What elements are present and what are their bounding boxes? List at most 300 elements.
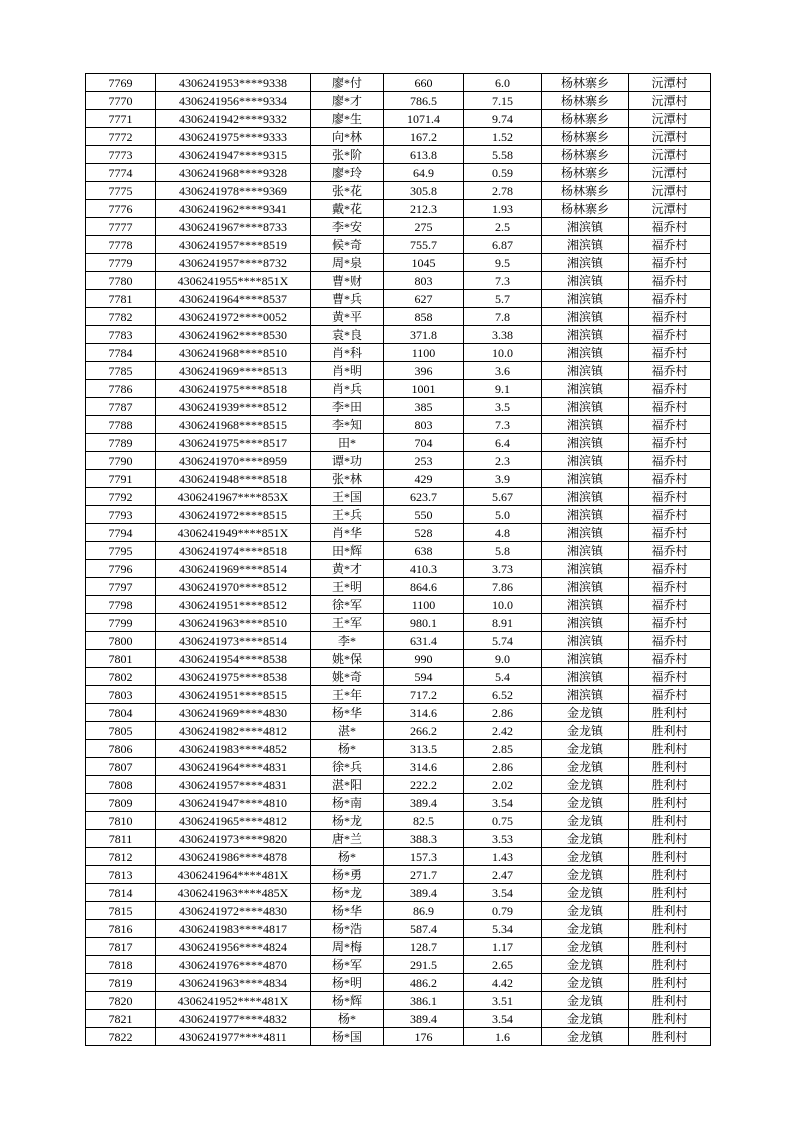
quantity-cell: 7.15 [464,92,542,110]
table-row [86,596,711,614]
amount-cell: 157.3 [384,848,464,866]
row-number-cell: 7803 [86,686,156,704]
amount-cell: 717.2 [384,686,464,704]
table-row [86,578,711,596]
row-number-cell: 7791 [86,470,156,488]
masked-name-cell: 廖*才 [311,92,384,110]
village-cell: 福乔村 [629,650,711,668]
row-number-cell: 7802 [86,668,156,686]
table-row [86,488,711,506]
quantity-cell: 5.8 [464,542,542,560]
masked-name-cell: 谭*功 [311,452,384,470]
village-cell: 沅潭村 [629,74,711,92]
masked-name-cell: 周*梅 [311,938,384,956]
quantity-cell: 7.3 [464,416,542,434]
amount-cell: 660 [384,74,464,92]
village-cell: 沅潭村 [629,146,711,164]
masked-id-cell: 4306241963****485X [156,884,311,902]
masked-name-cell: 杨*明 [311,974,384,992]
amount-cell: 313.5 [384,740,464,758]
quantity-cell: 0.59 [464,164,542,182]
masked-name-cell: 周*泉 [311,254,384,272]
row-number-cell: 7797 [86,578,156,596]
masked-name-cell: 张*林 [311,470,384,488]
amount-cell: 291.5 [384,956,464,974]
quantity-cell: 6.87 [464,236,542,254]
village-cell: 福乔村 [629,434,711,452]
row-number-cell: 7792 [86,488,156,506]
township-cell: 湘滨镇 [542,272,629,290]
township-cell: 湘滨镇 [542,218,629,236]
masked-name-cell: 杨*国 [311,1028,384,1046]
table-row [86,452,711,470]
amount-cell: 990 [384,650,464,668]
masked-id-cell: 4306241962****9341 [156,200,311,218]
row-number-cell: 7820 [86,992,156,1010]
village-cell: 胜利村 [629,830,711,848]
quantity-cell: 0.79 [464,902,542,920]
village-cell: 福乔村 [629,236,711,254]
table-body [86,74,711,1046]
masked-id-cell: 4306241955****851X [156,272,311,290]
amount-cell: 167.2 [384,128,464,146]
masked-id-cell: 4306241975****8538 [156,668,311,686]
village-cell: 福乔村 [629,308,711,326]
masked-name-cell: 张*花 [311,182,384,200]
township-cell: 湘滨镇 [542,470,629,488]
amount-cell: 266.2 [384,722,464,740]
quantity-cell: 5.67 [464,488,542,506]
village-cell: 福乔村 [629,560,711,578]
masked-id-cell: 4306241964****8537 [156,290,311,308]
table-row [86,704,711,722]
masked-name-cell: 田* [311,434,384,452]
quantity-cell: 2.3 [464,452,542,470]
township-cell: 金龙镇 [542,722,629,740]
masked-name-cell: 王*明 [311,578,384,596]
row-number-cell: 7786 [86,380,156,398]
table-row [86,794,711,812]
village-cell: 福乔村 [629,452,711,470]
masked-id-cell: 4306241975****9333 [156,128,311,146]
township-cell: 湘滨镇 [542,362,629,380]
amount-cell: 396 [384,362,464,380]
quantity-cell: 2.47 [464,866,542,884]
amount-cell: 86.9 [384,902,464,920]
quantity-cell: 1.17 [464,938,542,956]
table-row [86,812,711,830]
masked-id-cell: 4306241964****4831 [156,758,311,776]
village-cell: 胜利村 [629,974,711,992]
quantity-cell: 6.52 [464,686,542,704]
masked-id-cell: 4306241949****851X [156,524,311,542]
township-cell: 杨林寨乡 [542,92,629,110]
masked-name-cell: 徐*兵 [311,758,384,776]
amount-cell: 864.6 [384,578,464,596]
row-number-cell: 7819 [86,974,156,992]
quantity-cell: 6.4 [464,434,542,452]
table-row [86,632,711,650]
township-cell: 金龙镇 [542,758,629,776]
township-cell: 金龙镇 [542,812,629,830]
masked-id-cell: 4306241965****4812 [156,812,311,830]
row-number-cell: 7810 [86,812,156,830]
masked-id-cell: 4306241953****9338 [156,74,311,92]
township-cell: 湘滨镇 [542,254,629,272]
township-cell: 湘滨镇 [542,452,629,470]
row-number-cell: 7808 [86,776,156,794]
table-row [86,308,711,326]
masked-name-cell: 杨*军 [311,956,384,974]
masked-name-cell: 杨* [311,848,384,866]
row-number-cell: 7774 [86,164,156,182]
village-cell: 胜利村 [629,1028,711,1046]
row-number-cell: 7811 [86,830,156,848]
masked-name-cell: 杨*华 [311,902,384,920]
quantity-cell: 2.42 [464,722,542,740]
quantity-cell: 9.0 [464,650,542,668]
quantity-cell: 3.5 [464,398,542,416]
quantity-cell: 7.8 [464,308,542,326]
quantity-cell: 3.51 [464,992,542,1010]
masked-id-cell: 4306241948****8518 [156,470,311,488]
masked-id-cell: 4306241951****8515 [156,686,311,704]
table-row [86,758,711,776]
township-cell: 金龙镇 [542,884,629,902]
masked-id-cell: 4306241967****8733 [156,218,311,236]
row-number-cell: 7806 [86,740,156,758]
quantity-cell: 1.52 [464,128,542,146]
row-number-cell: 7799 [86,614,156,632]
village-cell: 胜利村 [629,722,711,740]
township-cell: 杨林寨乡 [542,74,629,92]
masked-name-cell: 肖*明 [311,362,384,380]
township-cell: 湘滨镇 [542,434,629,452]
masked-id-cell: 4306241969****8514 [156,560,311,578]
table-row [86,938,711,956]
village-cell: 福乔村 [629,578,711,596]
amount-cell: 212.3 [384,200,464,218]
township-cell: 湘滨镇 [542,398,629,416]
amount-cell: 594 [384,668,464,686]
masked-name-cell: 李*田 [311,398,384,416]
amount-cell: 704 [384,434,464,452]
quantity-cell: 5.58 [464,146,542,164]
table-row [86,272,711,290]
masked-id-cell: 4306241956****4824 [156,938,311,956]
amount-cell: 82.5 [384,812,464,830]
table-row [86,362,711,380]
quantity-cell: 3.54 [464,884,542,902]
masked-name-cell: 姚*奇 [311,668,384,686]
quantity-cell: 3.54 [464,794,542,812]
masked-id-cell: 4306241970****8959 [156,452,311,470]
township-cell: 湘滨镇 [542,290,629,308]
table-row [86,218,711,236]
table-row [86,236,711,254]
quantity-cell: 10.0 [464,344,542,362]
masked-name-cell: 张*阶 [311,146,384,164]
masked-id-cell: 4306241947****9315 [156,146,311,164]
row-number-cell: 7812 [86,848,156,866]
masked-id-cell: 4306241983****4852 [156,740,311,758]
village-cell: 福乔村 [629,668,711,686]
amount-cell: 253 [384,452,464,470]
township-cell: 杨林寨乡 [542,110,629,128]
masked-name-cell: 王*兵 [311,506,384,524]
quantity-cell: 7.86 [464,578,542,596]
table-row [86,506,711,524]
village-cell: 福乔村 [629,488,711,506]
township-cell: 湘滨镇 [542,236,629,254]
amount-cell: 305.8 [384,182,464,200]
quantity-cell: 9.5 [464,254,542,272]
row-number-cell: 7784 [86,344,156,362]
village-cell: 胜利村 [629,794,711,812]
township-cell: 湘滨镇 [542,308,629,326]
table-row [86,434,711,452]
row-number-cell: 7789 [86,434,156,452]
amount-cell: 386.1 [384,992,464,1010]
village-cell: 福乔村 [629,362,711,380]
masked-name-cell: 李*安 [311,218,384,236]
masked-id-cell: 4306241969****4830 [156,704,311,722]
amount-cell: 371.8 [384,326,464,344]
table-row [86,344,711,362]
amount-cell: 1071.4 [384,110,464,128]
masked-id-cell: 4306241947****4810 [156,794,311,812]
township-cell: 杨林寨乡 [542,182,629,200]
village-cell: 福乔村 [629,686,711,704]
quantity-cell: 2.86 [464,758,542,776]
village-cell: 福乔村 [629,506,711,524]
amount-cell: 980.1 [384,614,464,632]
quantity-cell: 9.74 [464,110,542,128]
masked-id-cell: 4306241986****4878 [156,848,311,866]
row-number-cell: 7781 [86,290,156,308]
amount-cell: 755.7 [384,236,464,254]
row-number-cell: 7788 [86,416,156,434]
masked-name-cell: 王*军 [311,614,384,632]
row-number-cell: 7782 [86,308,156,326]
row-number-cell: 7817 [86,938,156,956]
township-cell: 湘滨镇 [542,668,629,686]
row-number-cell: 7779 [86,254,156,272]
township-cell: 湘滨镇 [542,542,629,560]
quantity-cell: 2.02 [464,776,542,794]
village-cell: 福乔村 [629,632,711,650]
masked-name-cell: 肖*兵 [311,380,384,398]
township-cell: 杨林寨乡 [542,146,629,164]
village-cell: 胜利村 [629,776,711,794]
village-cell: 福乔村 [629,254,711,272]
masked-id-cell: 4306241977****4811 [156,1028,311,1046]
township-cell: 湘滨镇 [542,596,629,614]
village-cell: 福乔村 [629,218,711,236]
amount-cell: 486.2 [384,974,464,992]
row-number-cell: 7807 [86,758,156,776]
row-number-cell: 7814 [86,884,156,902]
amount-cell: 389.4 [384,1010,464,1028]
subsidy-table [85,73,711,1046]
masked-name-cell: 杨*龙 [311,884,384,902]
masked-id-cell: 4306241972****8515 [156,506,311,524]
amount-cell: 623.7 [384,488,464,506]
amount-cell: 587.4 [384,920,464,938]
township-cell: 杨林寨乡 [542,128,629,146]
masked-name-cell: 杨*华 [311,704,384,722]
row-number-cell: 7778 [86,236,156,254]
amount-cell: 627 [384,290,464,308]
amount-cell: 631.4 [384,632,464,650]
masked-id-cell: 4306241967****853X [156,488,311,506]
row-number-cell: 7773 [86,146,156,164]
township-cell: 金龙镇 [542,740,629,758]
township-cell: 金龙镇 [542,866,629,884]
township-cell: 湘滨镇 [542,650,629,668]
quantity-cell: 4.8 [464,524,542,542]
quantity-cell: 5.0 [464,506,542,524]
masked-name-cell: 湛*阳 [311,776,384,794]
table-row [86,902,711,920]
row-number-cell: 7816 [86,920,156,938]
village-cell: 福乔村 [629,272,711,290]
row-number-cell: 7804 [86,704,156,722]
quantity-cell: 1.43 [464,848,542,866]
amount-cell: 638 [384,542,464,560]
village-cell: 沅潭村 [629,182,711,200]
township-cell: 金龙镇 [542,848,629,866]
amount-cell: 1045 [384,254,464,272]
quantity-cell: 1.6 [464,1028,542,1046]
table-row [86,830,711,848]
masked-id-cell: 4306241972****4830 [156,902,311,920]
masked-id-cell: 4306241982****4812 [156,722,311,740]
township-cell: 金龙镇 [542,956,629,974]
masked-name-cell: 李* [311,632,384,650]
amount-cell: 389.4 [384,884,464,902]
masked-name-cell: 湛* [311,722,384,740]
amount-cell: 613.8 [384,146,464,164]
quantity-cell: 2.78 [464,182,542,200]
township-cell: 金龙镇 [542,794,629,812]
village-cell: 福乔村 [629,524,711,542]
row-number-cell: 7772 [86,128,156,146]
quantity-cell: 3.9 [464,470,542,488]
row-number-cell: 7793 [86,506,156,524]
masked-id-cell: 4306241952****481X [156,992,311,1010]
row-number-cell: 7818 [86,956,156,974]
quantity-cell: 2.85 [464,740,542,758]
township-cell: 金龙镇 [542,920,629,938]
township-cell: 金龙镇 [542,938,629,956]
village-cell: 福乔村 [629,326,711,344]
amount-cell: 528 [384,524,464,542]
masked-id-cell: 4306241951****8512 [156,596,311,614]
masked-name-cell: 杨*浩 [311,920,384,938]
village-cell: 沅潭村 [629,164,711,182]
amount-cell: 858 [384,308,464,326]
table-row [86,884,711,902]
table-row [86,326,711,344]
quantity-cell: 3.38 [464,326,542,344]
masked-id-cell: 4306241963****8510 [156,614,311,632]
row-number-cell: 7776 [86,200,156,218]
masked-id-cell: 4306241956****9334 [156,92,311,110]
masked-name-cell: 向*林 [311,128,384,146]
row-number-cell: 7769 [86,74,156,92]
township-cell: 金龙镇 [542,1028,629,1046]
masked-name-cell: 唐*兰 [311,830,384,848]
masked-name-cell: 杨*辉 [311,992,384,1010]
table-row [86,398,711,416]
amount-cell: 388.3 [384,830,464,848]
masked-name-cell: 黄*平 [311,308,384,326]
quantity-cell: 10.0 [464,596,542,614]
table-row [86,164,711,182]
masked-name-cell: 田*辉 [311,542,384,560]
township-cell: 金龙镇 [542,1010,629,1028]
village-cell: 福乔村 [629,542,711,560]
amount-cell: 385 [384,398,464,416]
township-cell: 湘滨镇 [542,578,629,596]
amount-cell: 1001 [384,380,464,398]
township-cell: 金龙镇 [542,776,629,794]
table-row [86,992,711,1010]
masked-name-cell: 姚*保 [311,650,384,668]
masked-name-cell: 候*奇 [311,236,384,254]
masked-id-cell: 4306241975****8518 [156,380,311,398]
village-cell: 胜利村 [629,848,711,866]
row-number-cell: 7775 [86,182,156,200]
village-cell: 福乔村 [629,398,711,416]
table-row [86,614,711,632]
masked-id-cell: 4306241972****0052 [156,308,311,326]
township-cell: 湘滨镇 [542,686,629,704]
masked-id-cell: 4306241983****4817 [156,920,311,938]
row-number-cell: 7787 [86,398,156,416]
row-number-cell: 7798 [86,596,156,614]
quantity-cell: 3.54 [464,1010,542,1028]
row-number-cell: 7790 [86,452,156,470]
amount-cell: 550 [384,506,464,524]
row-number-cell: 7800 [86,632,156,650]
township-cell: 杨林寨乡 [542,200,629,218]
masked-id-cell: 4306241957****4831 [156,776,311,794]
table-row [86,974,711,992]
row-number-cell: 7821 [86,1010,156,1028]
row-number-cell: 7785 [86,362,156,380]
village-cell: 沅潭村 [629,128,711,146]
row-number-cell: 7822 [86,1028,156,1046]
quantity-cell: 3.53 [464,830,542,848]
row-number-cell: 7770 [86,92,156,110]
village-cell: 胜利村 [629,956,711,974]
table-row [86,182,711,200]
masked-id-cell: 4306241977****4832 [156,1010,311,1028]
masked-name-cell: 杨*勇 [311,866,384,884]
masked-name-cell: 袁*良 [311,326,384,344]
township-cell: 湘滨镇 [542,326,629,344]
village-cell: 福乔村 [629,344,711,362]
table-row [86,776,711,794]
amount-cell: 271.7 [384,866,464,884]
village-cell: 胜利村 [629,920,711,938]
row-number-cell: 7796 [86,560,156,578]
row-number-cell: 7815 [86,902,156,920]
quantity-cell: 0.75 [464,812,542,830]
masked-name-cell: 肖*科 [311,344,384,362]
